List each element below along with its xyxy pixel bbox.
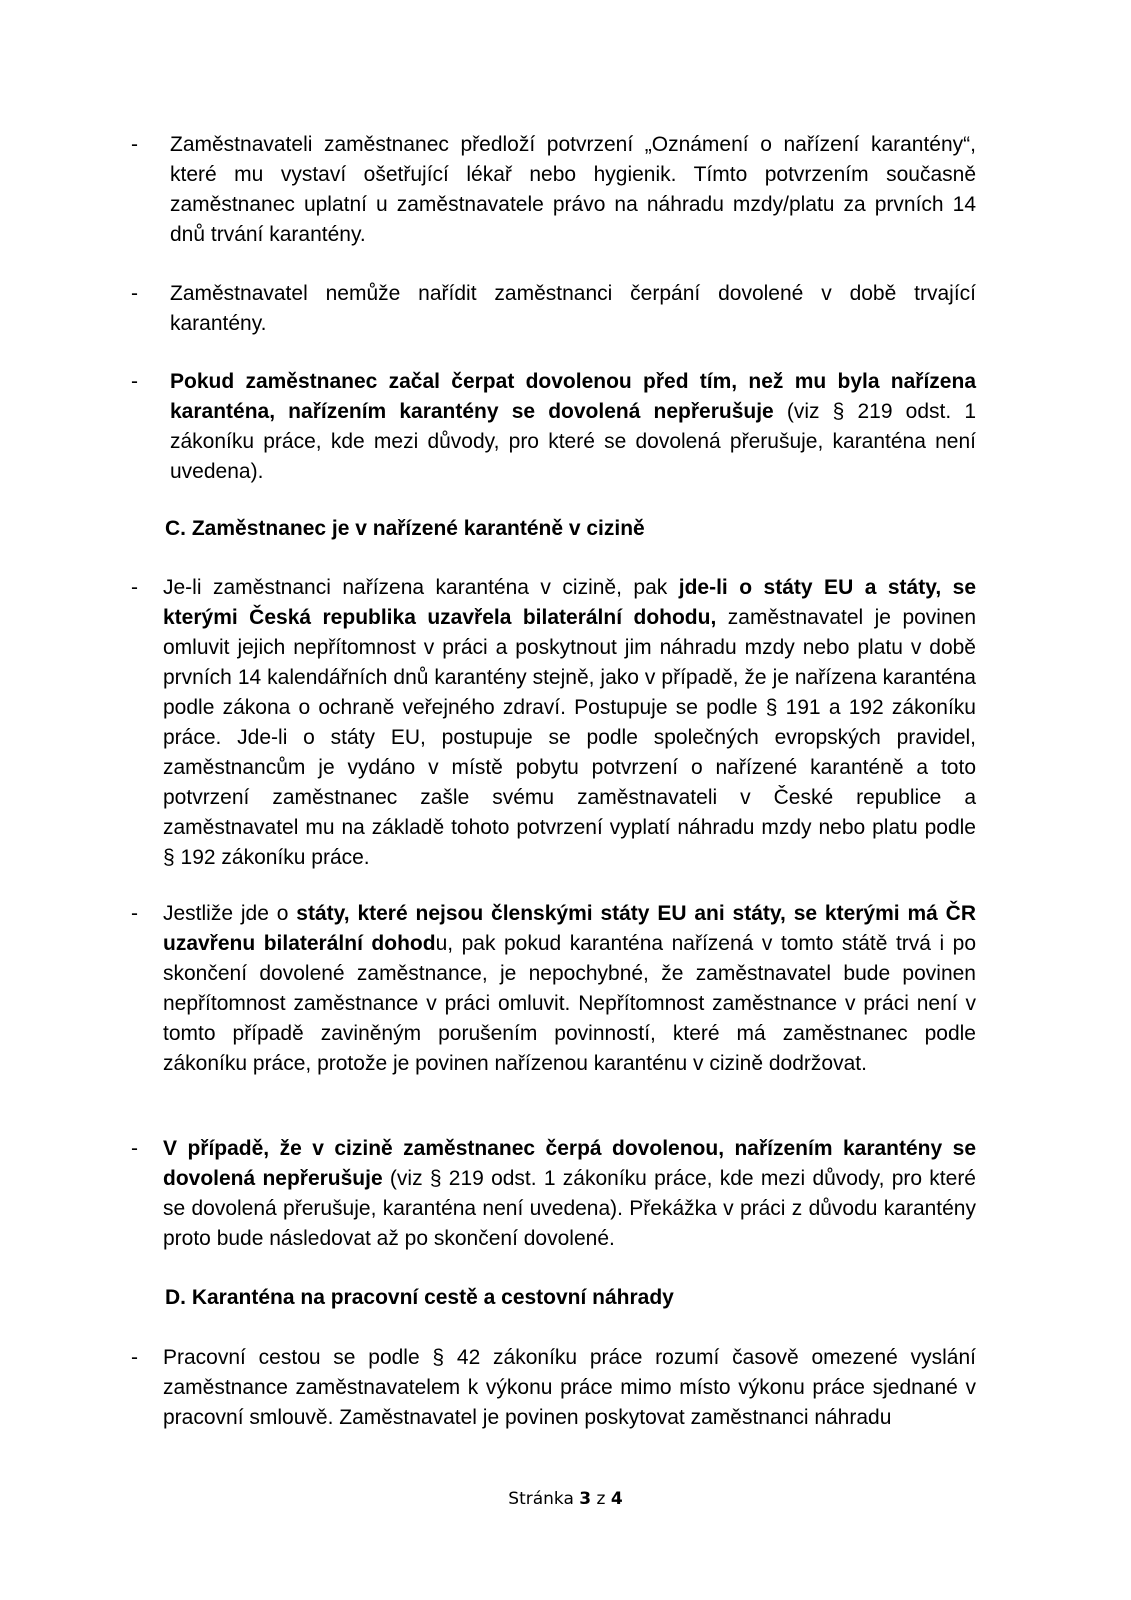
text-run: Zaměstnavatel nemůže nařídit zaměstnanci čerpání dovolené v době trvající karantény.	[170, 282, 976, 335]
text-run: (viz § 219 odst. 1 zákoníku práce, kde mezi důvody, pro které se dovolená přerušuje, karanténa není uvedena). Překážka v práci z důvodu karantény proto bude následovat až po skončení dovolené.	[163, 1167, 976, 1250]
bold-text-run: státy, které nejsou členskými státy EU ani státy, se kterými má ČR uzavřenu bilaterální dohod	[163, 902, 977, 955]
text-run: (viz § 219 odst. 1 zákoníku práce, kde mezi důvody, pro které se dovolená přerušuje, karanténa není uvedena).	[170, 400, 976, 483]
bold-text-run: Pokud zaměstnanec začal čerpat dovolenou před tím, než mu byla nařízena karanténa, nařízením karantény se dovolená nepřerušuje	[170, 370, 976, 423]
bullet-dash: -	[131, 282, 138, 305]
bullet-text	[163, 1343, 976, 1433]
footer-prefix: Stránka	[508, 1489, 580, 1509]
section-heading-d: D. Karanténa na pracovní cestě a cestovní náhrady	[165, 1286, 674, 1309]
bullet-dash: -	[131, 133, 138, 156]
bullet-text	[170, 367, 976, 487]
bullet-dash: -	[131, 1346, 138, 1369]
bullet-text	[163, 573, 976, 873]
bullet-dash: -	[131, 902, 138, 925]
bullet-text	[170, 279, 976, 339]
text-run: Zaměstnavateli zaměstnanec předloží potvrzení „Oznámení o nařízení karantény“, které mu vystaví ošetřující lékař nebo hygienik. Tímto potvrzením současně zaměstnanec uplatní u zaměstnavatele právo na náhradu mzdy/platu za prvních 14 dnů trvání karantény.	[170, 133, 976, 246]
footer-current-page: 3	[579, 1489, 592, 1509]
text-run: zaměstnavatel je povinen omluvit jejich nepřítomnost v práci a poskytnout jim náhradu mzdy nebo platu v době prvních 14 kalendářních dnů karantény stejně, jako v případě, že je nařízena karanténa podle zákona o ochraně veřejného zdraví. Postupuje se podle § 191 a 192 zákoníku práce. Jde-li o státy EU, postupuje se podle společných evropských pravidel, zaměstnancům je vydáno v místě pobytu potvrzení o nařízené karanténě a toto potvrzení zaměstnanec zašle svému zaměstnavateli v České republice a zaměstnavatel mu na základě tohoto potvrzení vyplatí náhradu mzdy nebo platu podle § 192 zákoníku práce.	[163, 606, 976, 869]
bold-text-run: jde-li o státy EU a státy, se kterými Česká republika uzavřela bilaterální dohodu,	[163, 576, 977, 629]
bullet-text	[163, 899, 976, 1079]
page-footer	[0, 1487, 1131, 1511]
footer-total-pages: 4	[610, 1489, 623, 1509]
bullet-dash: -	[131, 370, 138, 393]
bullet-text	[163, 1134, 976, 1254]
bullet-dash: -	[131, 576, 138, 599]
text-run: Je-li zaměstnanci nařízena karanténa v cizině, pak	[163, 576, 679, 599]
section-heading-c: C. Zaměstnanec je v nařízené karanténě v cizině	[165, 517, 645, 540]
footer-separator: z	[591, 1489, 611, 1509]
text-run: Jestliže jde o	[163, 902, 297, 925]
text-run: u, pak pokud karanténa nařízená v tomto státě trvá i po skončení dovolené zaměstnance, je nepochybné, že zaměstnavatel bude povinen nepřítomnost zaměstnance v práci omluvit. Nepřítomnost zaměstnance v práci není v tomto případě zaviněným porušením povinností, které má zaměstnanec podle zákoníku práce, protože je povinen nařízenou karanténu v cizině dodržovat.	[163, 932, 976, 1075]
bullet-dash: -	[131, 1137, 138, 1160]
bold-text-run: V případě, že v cizině zaměstnanec čerpá dovolenou, nařízením karantény se dovolená nepřerušuje	[163, 1137, 976, 1190]
text-run: Pracovní cestou se podle § 42 zákoníku práce rozumí časově omezené vyslání zaměstnance zaměstnavatelem k výkonu práce mimo místo výkonu práce sjednané v pracovní smlouvě. Zaměstnavatel je povinen poskytovat zaměstnanci náhradu	[163, 1346, 976, 1429]
bullet-text	[170, 130, 976, 250]
